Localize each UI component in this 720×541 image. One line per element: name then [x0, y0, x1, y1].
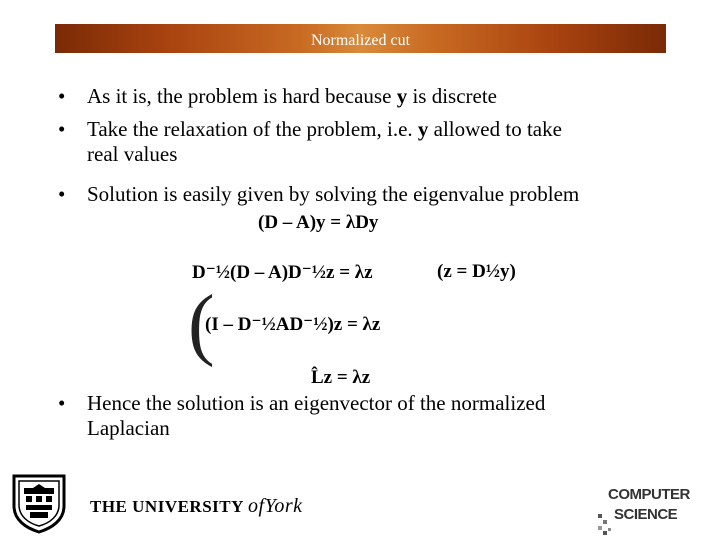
bullet-4-text: Hence the solution is an eigenvector of the normalized: [87, 391, 546, 415]
bullet-4: • Hence the solution is an eigenvector of the normalized Laplacian: [58, 391, 546, 440]
paren-left: (: [188, 280, 215, 368]
equation-2: D⁻½(D – A)D⁻½z = λz: [192, 262, 373, 283]
slide-title: Normalized cut: [310, 31, 411, 49]
university-name: THE UNIVERSITY: [90, 497, 244, 516]
bullet-2-text: Take the relaxation of the problem, i.e. y allowed to take: [87, 117, 562, 141]
equation-4: L̂z = λz: [311, 367, 371, 388]
university-shield-logo: [8, 472, 70, 534]
university-wordmark: [90, 495, 303, 518]
bullet-3-text: Solution is easily given by solving the eigenvalue problem: [87, 182, 580, 206]
bullet-4-text-cont: Laplacian: [87, 415, 170, 440]
bold-variable-y: y: [417, 117, 429, 141]
university-of: of: [248, 495, 265, 517]
bullet-2: • Take the relaxation of the problem, i.e. y allowed to take real values: [58, 117, 562, 166]
bullet-3: • Solution is easily given by solving the eigenvalue problem: [58, 182, 580, 206]
bullet-2-text-cont: real values: [87, 141, 178, 166]
university-york: York: [264, 495, 303, 517]
equation-3: (I – D⁻½AD⁻½)z = λz: [205, 314, 381, 335]
equation-1: (D – A)y = λDy: [258, 212, 379, 233]
dept-line-2: SCIENCE: [614, 506, 678, 523]
title-bar: [55, 24, 666, 53]
bold-variable-y: y: [396, 84, 408, 108]
dept-line-1: COMPUTER: [608, 486, 690, 503]
bullet-1-text: As it is, the problem is hard because y is discrete: [87, 84, 497, 108]
equation-2-side: (z = D½y): [437, 261, 516, 282]
computer-science-logo: [598, 484, 690, 536]
bullet-1: • As it is, the problem is hard because y is discrete: [58, 84, 497, 108]
